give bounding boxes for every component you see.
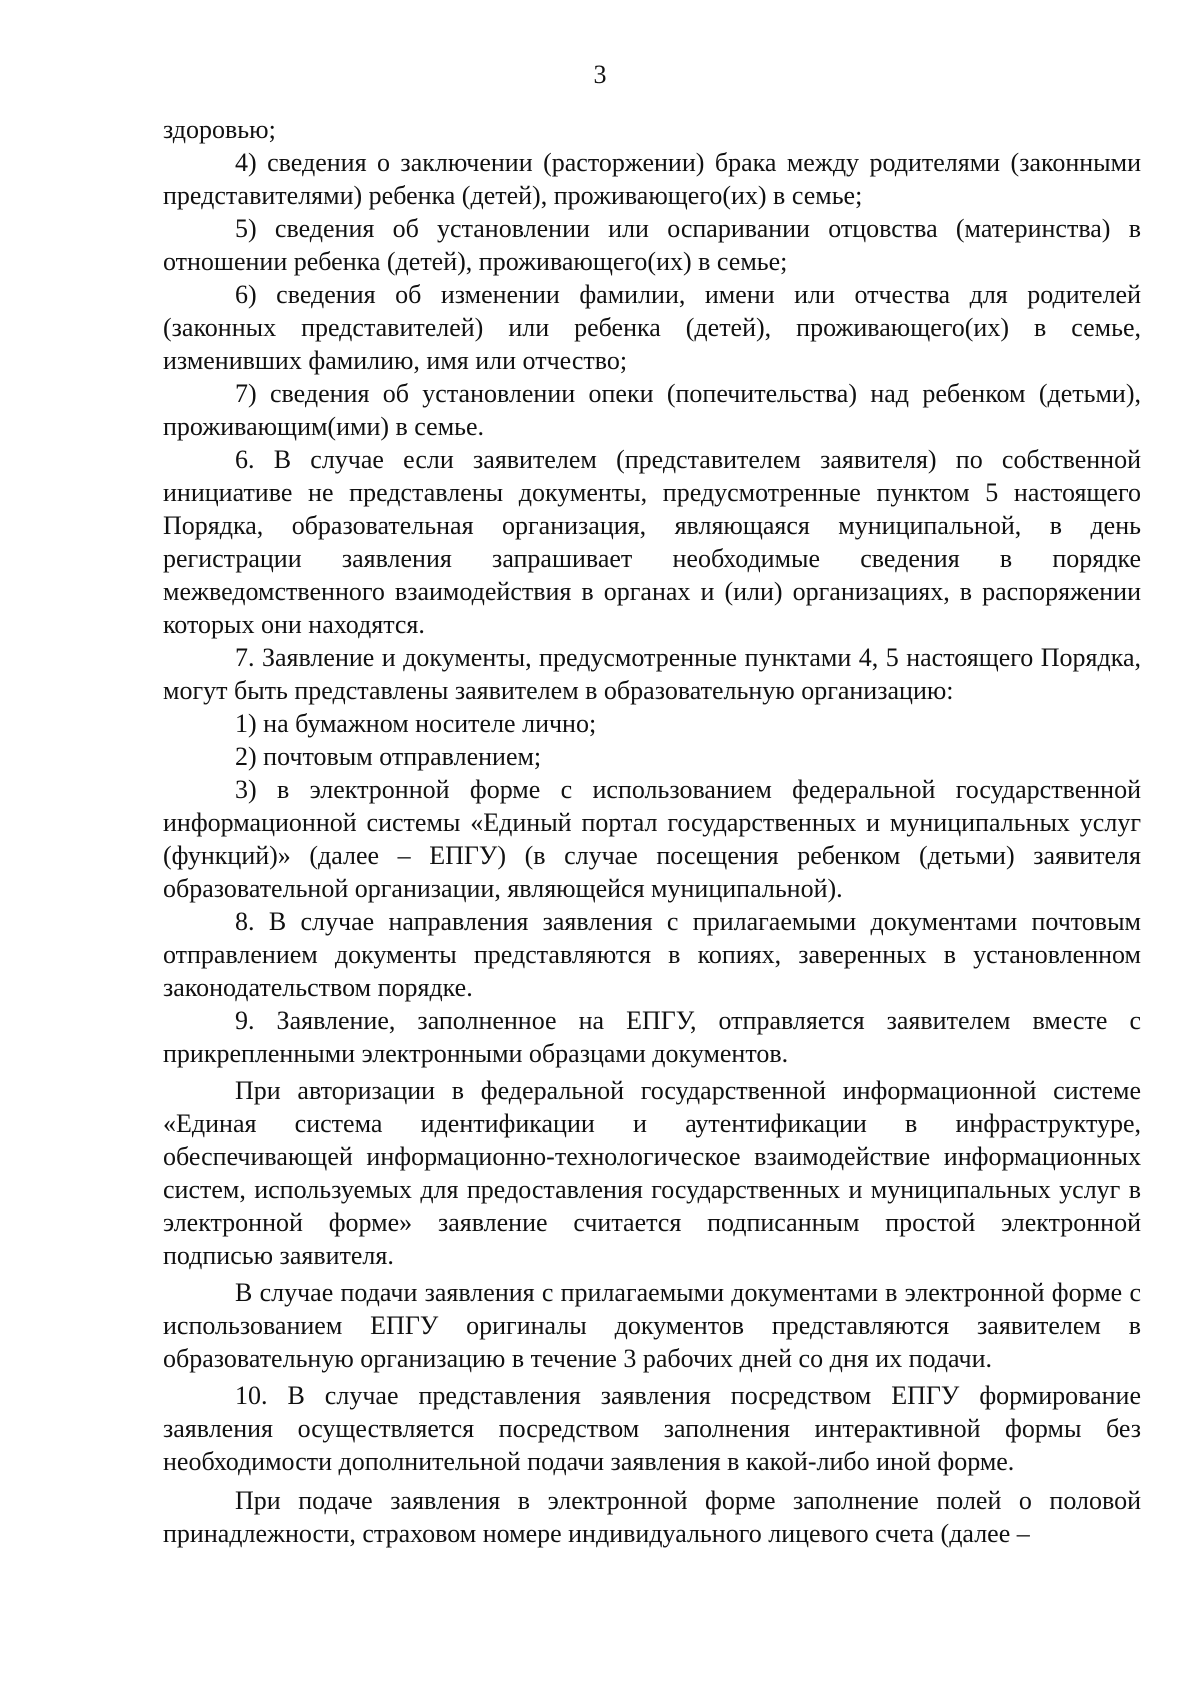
paragraph: При авторизации в федеральной государственной информационной системе «Единая система идентификации и аутентификации в инфраструктуре, обеспечивающей информационно-технологическое взаимодействие информационных систем, используемых для предоставления государственных и муниципальных услуг в электронной форме» заявление считается подписанным простой электронной подписью заявителя. [163, 1076, 1141, 1270]
paragraph: 1) на бумажном носителе лично; [235, 709, 597, 738]
page-number: 3 [593, 60, 607, 89]
paragraph: 5) сведения об установлении или оспаривании отцовства (материнства) в отношении ребенка (детей), проживающего(их) в семье; [163, 214, 1141, 276]
paragraph: 2) почтовым отправлением; [235, 742, 542, 771]
paragraph: 4) сведения о заключении (расторжении) брака между родителями (законными представителями) ребенка (детей), проживающего(их) в семье; [163, 148, 1141, 210]
paragraph: 8. В случае направления заявления с прилагаемыми документами почтовым отправлением документы представляются в копиях, заверенных в установленном законодательством порядке. [163, 907, 1141, 1002]
document-body [163, 113, 1141, 1550]
paragraph: 10. В случае представления заявления посредством ЕПГУ формирование заявления осуществляется посредством заполнения интерактивной формы без необходимости дополнительной подачи заявления в какой-либо иной форме. [163, 1381, 1141, 1476]
paragraph: При подаче заявления в электронной форме заполнение полей о половой принадлежности, страховом номере индивидуального лицевого счета (далее – [163, 1486, 1141, 1548]
paragraph: В случае подачи заявления с прилагаемыми документами в электронной форме с использованием ЕПГУ оригиналы документов представляются заявителем в образовательную организацию в течение 3 рабочих дней со дня их подачи. [163, 1278, 1141, 1373]
paragraph: 7. Заявление и документы, предусмотренные пунктами 4, 5 настоящего Порядка, могут быть представлены заявителем в образовательную организацию: [163, 643, 1141, 705]
paragraph: 6. В случае если заявителем (представителем заявителя) по собственной инициативе не представлены документы, предусмотренные пунктом 5 настоящего Порядка, образовательная организация, являющаяся муниципальной, в день регистрации заявления запрашивает необходимые сведения в порядке межведомственного взаимодействия в органах и (или) организациях, в распоряжении которых они находятся. [163, 445, 1141, 639]
paragraph: 9. Заявление, заполненное на ЕПГУ, отправляется заявителем вместе с прикрепленными электронными образцами документов. [163, 1006, 1141, 1068]
paragraph: 7) сведения об установлении опеки (попечительства) над ребенком (детьми), проживающим(ими) в семье. [163, 379, 1141, 441]
paragraph: 3) в электронной форме с использованием федеральной государственной информационной системы «Единый портал государственных и муниципальных услуг (функций)» (далее – ЕПГУ) (в случае посещения ребенком (детьми) заявителя образовательной организации, являющейся муниципальной). [163, 775, 1141, 903]
paragraph: 6) сведения об изменении фамилии, имени или отчества для родителей (законных представителей) или ребенка (детей), проживающего(их) в семье, изменивших фамилию, имя или отчество; [163, 280, 1141, 375]
paragraph: здоровью; [163, 115, 276, 144]
